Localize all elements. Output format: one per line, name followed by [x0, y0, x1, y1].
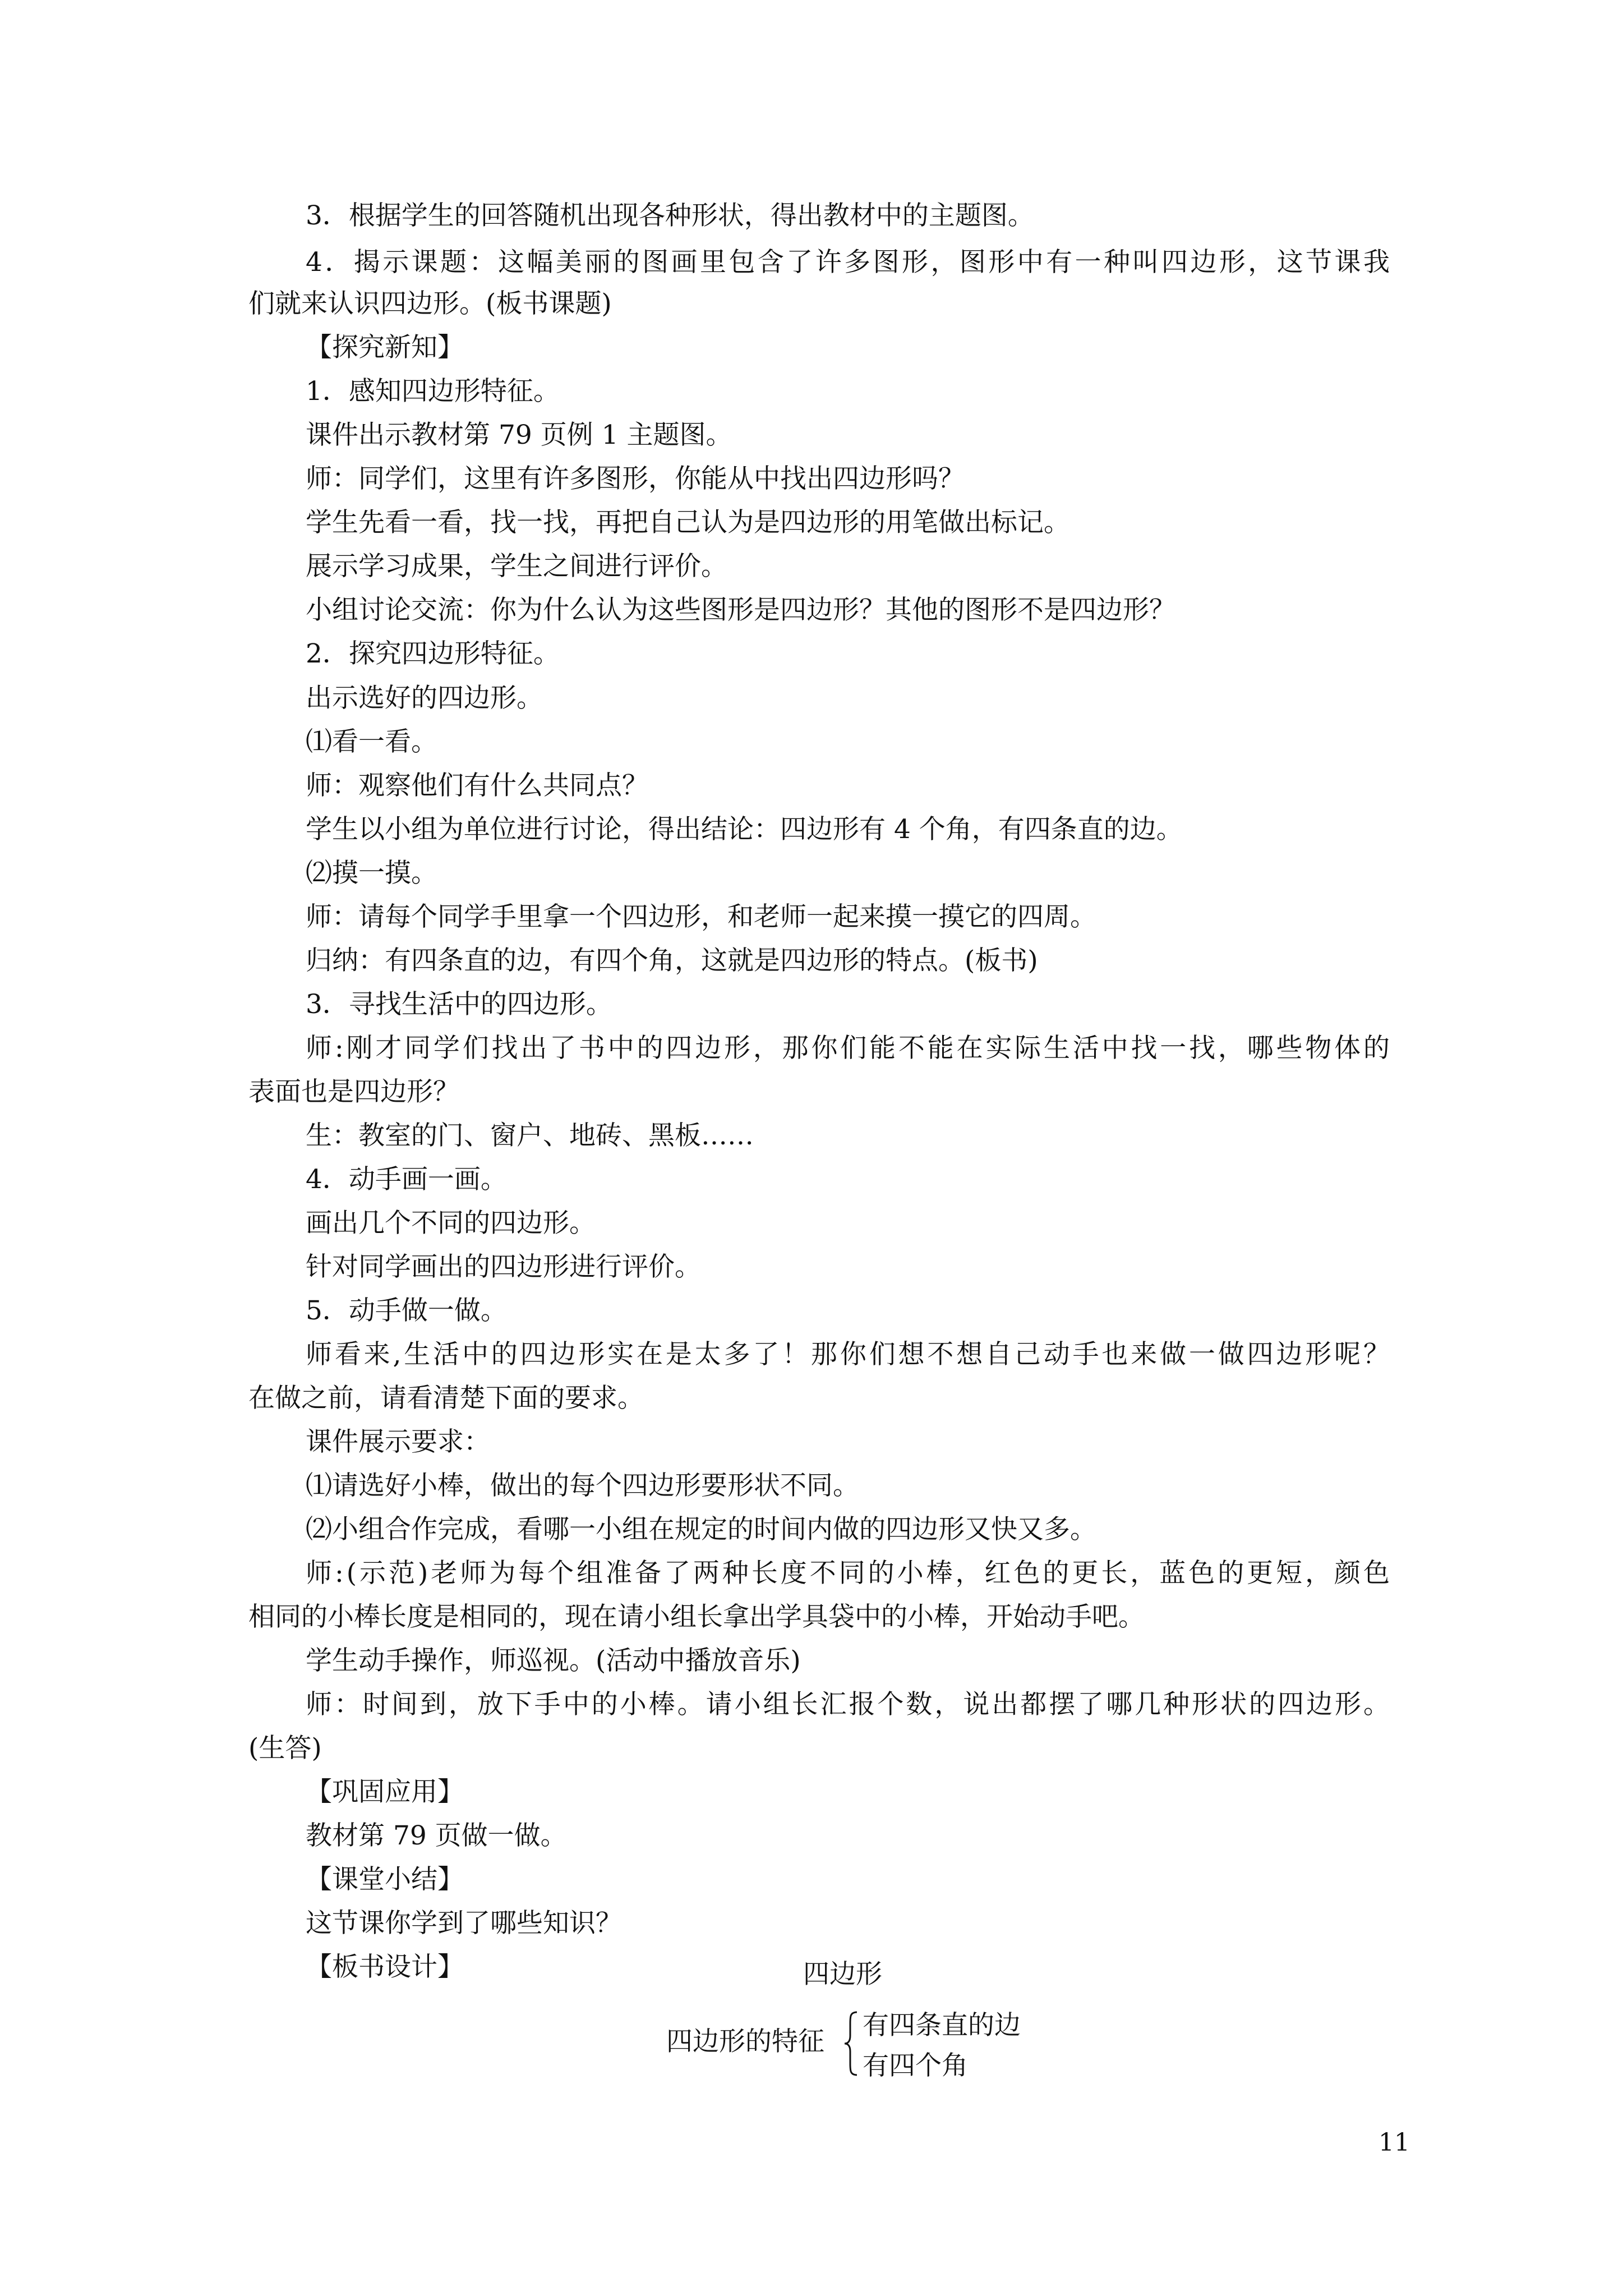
text-line [0, 1157, 1623, 1202]
text-line-content: 课件展示要求： [306, 1427, 490, 1457]
text-line-content: 师:(示范)老师为每个组准备了两种长度不同的小棒，红色的更长，蓝色的更短，颜色 [306, 1558, 1393, 1589]
text-line [0, 1770, 1623, 1815]
board-title: 四边形 [803, 1959, 882, 1990]
text-line-content: 4．揭示课题：这幅美丽的图画里包含了许多图形，图形中有一种叫四边形，这节课我 [306, 247, 1393, 278]
text-line [0, 588, 1623, 633]
text-line [0, 1595, 1623, 1640]
text-line [0, 1682, 1623, 1727]
text-line-content: 2．探究四边形特征。 [306, 638, 560, 669]
board-item: 有四条直的边 [863, 2010, 1021, 2041]
text-line [0, 1201, 1623, 1246]
text-line [0, 1857, 1623, 1902]
text-line [0, 1289, 1623, 1333]
text-line [0, 632, 1623, 677]
text-line-content: 师：观察他们有什么共同点？ [306, 770, 648, 801]
text-line [0, 500, 1623, 545]
text-line-content: 教材第 79 页做一做。 [306, 1820, 567, 1851]
text-line-content: 在做之前，请看清楚下面的要求。 [248, 1383, 644, 1414]
text-line-content: 表面也是四边形？ [248, 1076, 459, 1107]
text-line-content: 【板书设计】 [306, 1952, 464, 1982]
text-line-content: 师：请每个同学手里拿一个四边形，和老师一起来摸一摸它的四周。 [306, 901, 1096, 932]
text-line [0, 1507, 1623, 1552]
text-line [0, 1726, 1623, 1771]
text-line [0, 369, 1623, 414]
text-line [0, 240, 1623, 285]
text-line [0, 1464, 1623, 1508]
text-line-content: 4．动手画一画。 [306, 1164, 507, 1195]
text-line-content: ⑵摸一摸。 [306, 858, 437, 889]
text-line-content: 生：教室的门、窗户、地砖、黑板…… [306, 1120, 754, 1151]
text-line [0, 1332, 1623, 1377]
text-line-content: ⑴请选好小棒，做出的每个四边形要形状不同。 [306, 1470, 859, 1501]
text-line [0, 1639, 1623, 1683]
brace-icon [842, 2010, 859, 2077]
text-line [0, 1420, 1623, 1465]
text-line-content: 3．寻找生活中的四边形。 [306, 989, 612, 1020]
text-line [0, 1814, 1623, 1858]
text-line [0, 807, 1623, 852]
text-line-content: 展示学习成果，学生之间进行评价。 [306, 551, 727, 582]
text-line-content: 归纳：有四条直的边，有四个角，这就是四边形的特点。(板书) [306, 945, 1038, 976]
text-line-content: ⑵小组合作完成，看哪一小组在规定的时间内做的四边形又快又多。 [306, 1514, 1096, 1545]
text-line-content: 画出几个不同的四边形。 [306, 1208, 596, 1239]
text-line [0, 1114, 1623, 1158]
text-line [0, 413, 1623, 458]
text-line-content: 5．动手做一做。 [306, 1295, 507, 1326]
text-line-content: 师看来,生活中的四边形实在是太多了！那你们想不想自己动手也来做一做四边形呢？ [306, 1339, 1393, 1370]
text-line-content: 出示选好的四边形。 [306, 683, 543, 714]
text-line [0, 851, 1623, 896]
text-line [0, 194, 1623, 238]
text-line [0, 1070, 1623, 1115]
text-line [0, 325, 1623, 370]
text-line-content: 【课堂小结】 [306, 1864, 464, 1895]
text-line-content: 师：时间到，放下手中的小棒。请小组长汇报个数，说出都摆了哪几种形状的四边形。 [306, 1689, 1392, 1720]
text-line [0, 763, 1623, 808]
text-line [0, 982, 1623, 1027]
text-line [0, 544, 1623, 589]
text-line-content: 学生以小组为单位进行讨论，得出结论：四边形有 4 个角，有四条直的边。 [306, 814, 1183, 845]
text-line [0, 457, 1623, 501]
text-line [0, 720, 1623, 765]
text-line-content: 学生动手操作，师巡视。(活动中播放音乐) [306, 1645, 801, 1676]
text-line [0, 1026, 1623, 1071]
text-line [0, 895, 1623, 940]
text-line-content: 针对同学画出的四边形进行评价。 [306, 1251, 701, 1282]
text-line-content: 【探究新知】 [306, 332, 464, 363]
board-label: 四边形的特征 [666, 2026, 824, 2057]
text-line-content: 1．感知四边形特征。 [306, 376, 560, 407]
text-line-content: 课件出示教材第 79 页例 1 主题图。 [306, 420, 732, 450]
text-line-content: 【巩固应用】 [306, 1777, 464, 1807]
text-line-content: 学生先看一看，找一找，再把自己认为是四边形的用笔做出标记。 [306, 507, 1070, 538]
text-line-content: ⑴看一看。 [306, 726, 437, 757]
text-line-content: 师:刚才同学们找出了书中的四边形，那你们能不能在实际生活中找一找，哪些物体的 [306, 1033, 1393, 1064]
text-line-content: (生答) [248, 1733, 322, 1764]
text-line [0, 1376, 1623, 1421]
text-line-content: 3．根据学生的回答随机出现各种形状，得出教材中的主题图。 [306, 200, 1034, 231]
text-line-content: 师：同学们，这里有许多图形，你能从中找出四边形吗？ [306, 463, 965, 494]
text-line [0, 676, 1623, 721]
text-line-content: 小组讨论交流：你为什么认为这些图形是四边形？其他的图形不是四边形？ [306, 595, 1175, 625]
text-line [0, 1551, 1623, 1596]
text-line-content: 这节课你学到了哪些知识？ [306, 1908, 622, 1939]
text-line [0, 938, 1623, 983]
board-item: 有四个角 [863, 2050, 968, 2081]
page-number: 11 [1378, 2128, 1410, 2157]
text-line [0, 282, 1623, 326]
text-line [0, 1245, 1623, 1290]
text-line [0, 1901, 1623, 1946]
text-line-content: 们就来认识四边形。(板书课题) [248, 288, 612, 319]
text-line-content: 相同的小棒长度是相同的，现在请小组长拿出学具袋中的小棒，开始动手吧。 [248, 1602, 1145, 1632]
